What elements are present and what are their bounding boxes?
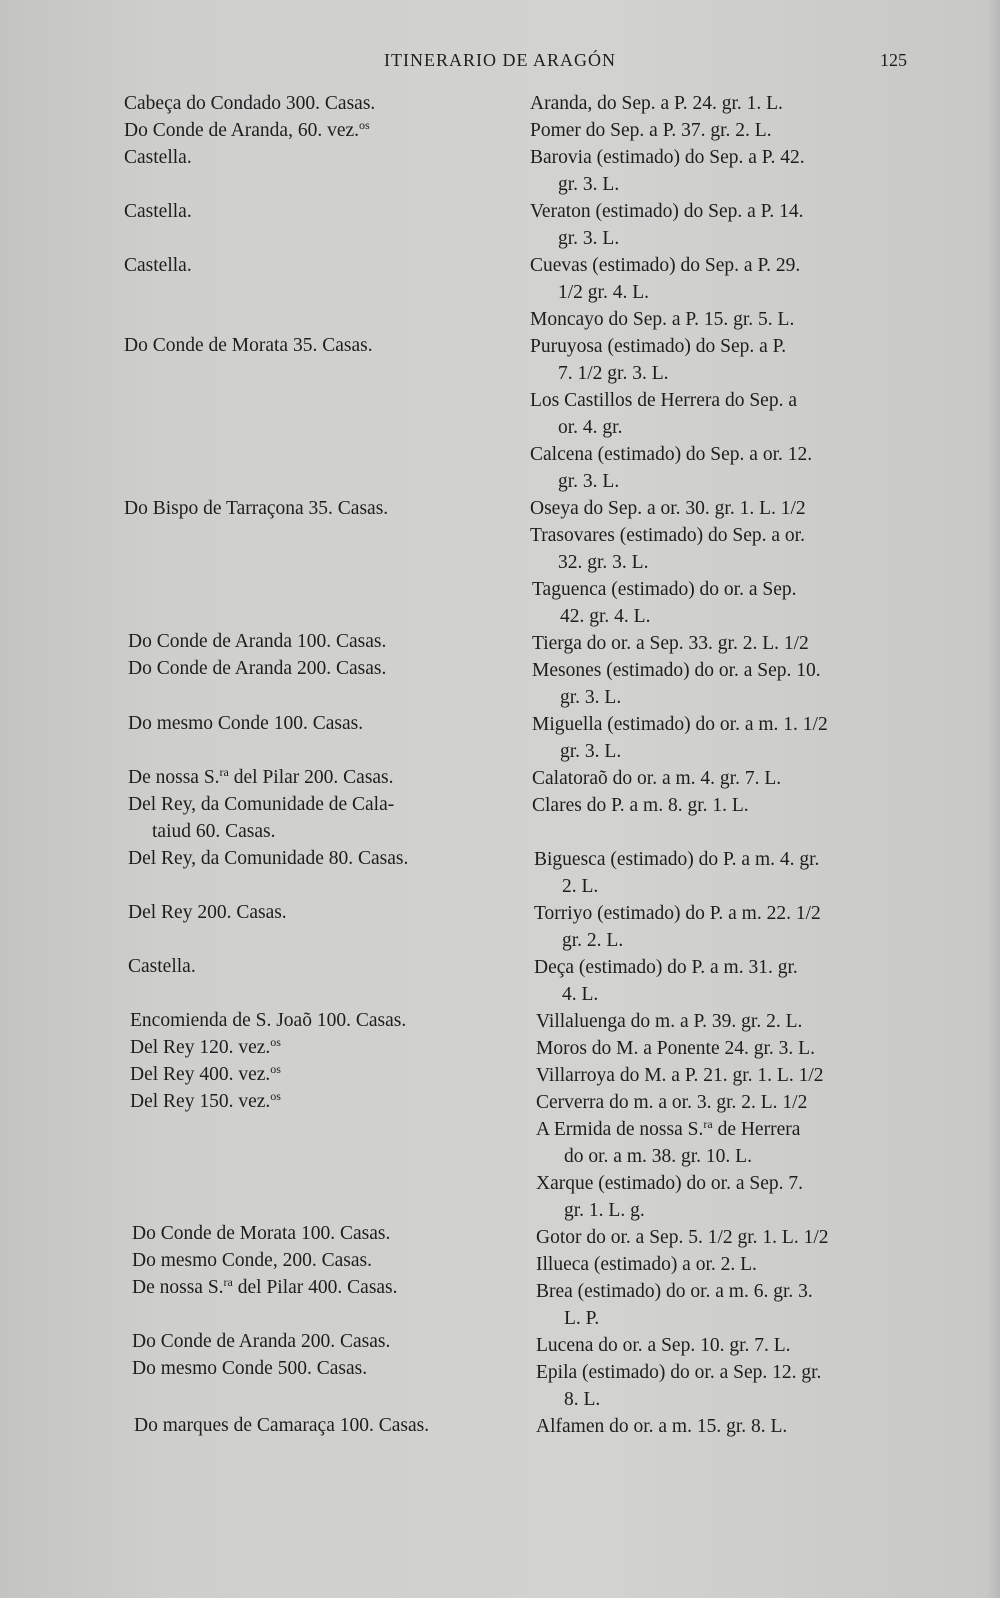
right-entry: Biguesca (estimado) do P. a m. 4. gr. (534, 849, 820, 870)
left-entry: Castella. (124, 201, 192, 222)
right-entry-continuation: 8. L. (564, 1389, 601, 1410)
right-entry: Epila (estimado) do or. a Sep. 12. gr. (536, 1362, 822, 1383)
right-entry: Oseya do Sep. a or. 30. gr. 1. L. 1/2 (530, 498, 806, 519)
left-entry: Do Conde de Aranda, 60. vez.$^{os}$ (124, 118, 370, 141)
left-entry: Do marques de Camaraça 100. Casas. (134, 1415, 430, 1436)
left-entry: De nossa S.$^{ra}$ del Pilar 400. Casas. (132, 1275, 398, 1298)
left-entry: Del Rey, da Comunidade de Cala- (128, 794, 395, 815)
left-entry-continuation: taiud 60. Casas. (152, 821, 276, 842)
right-entry-continuation: 32. gr. 3. L. (558, 552, 649, 573)
page-edge-shadow (986, 0, 1000, 1598)
right-entry: Moros do M. a Ponente 24. gr. 3. L. (536, 1038, 815, 1059)
right-entry-continuation: L. P. (564, 1308, 600, 1329)
right-entry: A Ermida de nossa S.$^{ra}$ de Herrera (536, 1117, 801, 1140)
right-entry-continuation: do or. a m. 38. gr. 10. L. (564, 1146, 752, 1167)
right-entry: Pomer do Sep. a P. 37. gr. 2. L. (530, 120, 772, 141)
left-entry: Do Conde de Aranda 200. Casas. (128, 658, 387, 679)
left-entry: Do Conde de Aranda 100. Casas. (128, 631, 387, 652)
left-entry: Del Rey 150. vez.$^{os}$ (130, 1089, 281, 1112)
right-entry: Villaluenga do m. a P. 39. gr. 2. L. (536, 1011, 803, 1032)
right-entry: Xarque (estimado) do or. a Sep. 7. (536, 1173, 803, 1194)
right-entry: Clares do P. a m. 8. gr. 1. L. (532, 795, 749, 816)
right-entry: Los Castillos de Herrera do Sep. a (530, 390, 797, 411)
right-entry: Moncayo do Sep. a P. 15. gr. 5. L. (530, 309, 795, 330)
right-entry: Calcena (estimado) do Sep. a or. 12. (530, 444, 813, 465)
left-entry: Do Bispo de Tarraçona 35. Casas. (124, 498, 389, 519)
left-entry: Do Conde de Aranda 200. Casas. (132, 1331, 391, 1352)
left-entry: Cabeça do Condado 300. Casas. (124, 93, 376, 114)
right-entry: Aranda, do Sep. a P. 24. gr. 1. L. (530, 93, 783, 114)
running-header: ITINERARIO DE ARAGÓN (384, 50, 616, 70)
right-entry: Cuevas (estimado) do Sep. a P. 29. (530, 255, 801, 276)
right-entry-continuation: gr. 3. L. (560, 741, 622, 762)
right-entry-continuation: 7. 1/2 gr. 3. L. (558, 363, 669, 384)
left-entry: Castella. (124, 147, 192, 168)
right-entry: Gotor do or. a Sep. 5. 1/2 gr. 1. L. 1/2 (536, 1227, 829, 1248)
left-entry: Del Rey 120. vez.$^{os}$ (130, 1035, 281, 1058)
right-entry-continuation: gr. 2. L. (562, 930, 624, 951)
right-entry-continuation: 4. L. (562, 984, 599, 1005)
right-entry: Puruyosa (estimado) do Sep. a P. (530, 336, 787, 357)
right-entry-continuation: gr. 3. L. (560, 687, 622, 708)
left-entry: Do mesmo Conde 100. Casas. (128, 713, 364, 734)
right-entry: Villarroya do M. a P. 21. gr. 1. L. 1/2 (536, 1065, 824, 1086)
right-entry: Miguella (estimado) do or. a m. 1. 1/2 (532, 714, 828, 735)
right-entry: Brea (estimado) do or. a m. 6. gr. 3. (536, 1281, 813, 1302)
left-entry: Do mesmo Conde, 200. Casas. (132, 1250, 372, 1271)
right-entry: Barovia (estimado) do Sep. a P. 42. (530, 147, 805, 168)
right-entry: Trasovares (estimado) do Sep. a or. (530, 525, 805, 546)
right-entry-continuation: gr. 3. L. (558, 471, 620, 492)
right-entry: Tierga do or. a Sep. 33. gr. 2. L. 1/2 (532, 633, 809, 654)
right-entry: Cerverra do m. a or. 3. gr. 2. L. 1/2 (536, 1092, 808, 1113)
right-entry: Mesones (estimado) do or. a Sep. 10. (532, 660, 821, 681)
right-entry: Lucena do or. a Sep. 10. gr. 7. L. (536, 1335, 791, 1356)
right-entry-continuation: or. 4. gr. (558, 417, 623, 438)
right-entry: Torriyo (estimado) do P. a m. 22. 1/2 (534, 903, 821, 924)
page-number: 125 (880, 50, 907, 70)
right-entry: Deça (estimado) do P. a m. 31. gr. (534, 957, 798, 978)
left-entry: De nossa S.$^{ra}$ del Pilar 200. Casas. (128, 765, 394, 788)
right-entry: Calatoraõ do or. a m. 4. gr. 7. L. (532, 768, 782, 789)
left-entry: Do Conde de Morata 35. Casas. (124, 335, 373, 356)
right-entry: Alfamen do or. a m. 15. gr. 8. L. (536, 1416, 788, 1437)
left-entry: Del Rey, da Comunidade 80. Casas. (128, 848, 409, 869)
right-entry-continuation: 2. L. (562, 876, 599, 897)
left-entry: Del Rey 400. vez.$^{os}$ (130, 1062, 281, 1085)
left-entry: Do Conde de Morata 100. Casas. (132, 1223, 391, 1244)
right-entry: Illueca (estimado) a or. 2. L. (536, 1254, 757, 1275)
right-entry: Taguenca (estimado) do or. a Sep. (532, 579, 797, 600)
left-entry: Castella. (124, 255, 192, 276)
right-entry-continuation: gr. 1. L. g. (564, 1200, 645, 1221)
right-entry-continuation: gr. 3. L. (558, 174, 620, 195)
right-entry-continuation: 1/2 gr. 4. L. (558, 282, 649, 303)
right-entry: Veraton (estimado) do Sep. a P. 14. (530, 201, 804, 222)
right-entry-continuation: gr. 3. L. (558, 228, 620, 249)
left-entry: Del Rey 200. Casas. (128, 902, 287, 923)
left-entry: Do mesmo Conde 500. Casas. (132, 1358, 368, 1379)
right-entry-continuation: 42. gr. 4. L. (560, 606, 651, 627)
left-entry: Encomienda de S. Joaõ 100. Casas. (130, 1010, 407, 1031)
left-entry: Castella. (128, 956, 196, 977)
